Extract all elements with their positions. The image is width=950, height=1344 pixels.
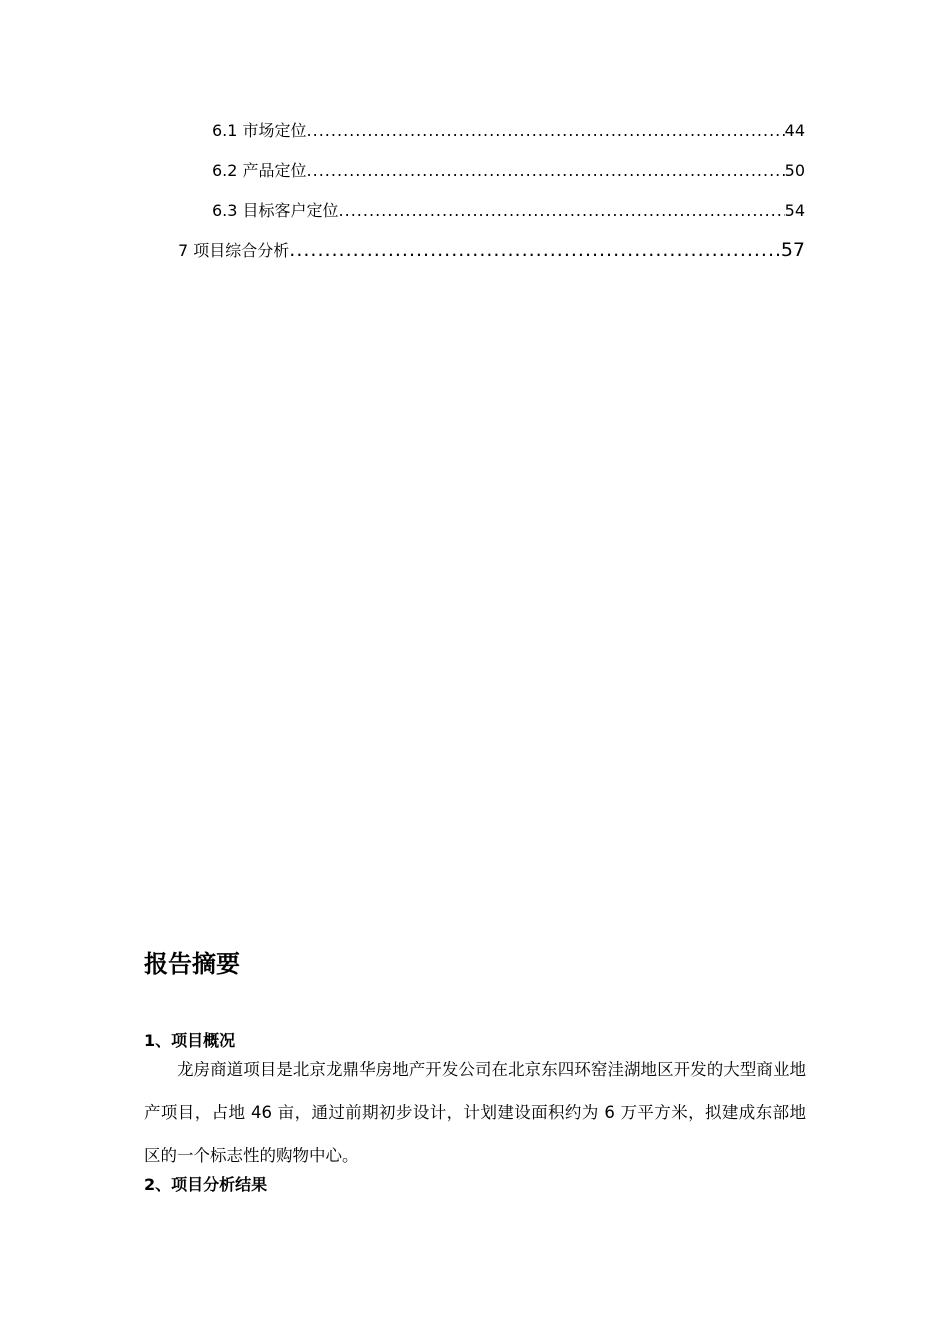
toc-entry-6-1[interactable] — [212, 118, 805, 141]
section-heading-overview: 1、项目概况 — [144, 1031, 236, 1050]
toc-entry-label: 7 项目综合分析 — [178, 241, 290, 260]
toc-leader-dots — [289, 239, 781, 261]
toc-entry-6-3[interactable] — [212, 198, 805, 221]
toc-page-number: 50 — [784, 161, 805, 180]
toc-entry-label: 6.3 目标客户定位 — [212, 201, 339, 220]
toc-entry-label: 6.1 市场定位 — [212, 121, 307, 140]
toc-page-number: 54 — [784, 201, 805, 220]
toc-entry-6-2[interactable] — [212, 158, 805, 181]
section-heading-results: 2、项目分析结果 — [144, 1175, 268, 1194]
toc-leader-dots — [339, 201, 785, 220]
toc-leader-dots — [307, 121, 785, 140]
toc-page-number: 44 — [784, 121, 805, 140]
summary-title: 报告摘要 — [144, 950, 240, 978]
toc-page-number: 57 — [780, 239, 805, 261]
section-overview-text: 龙房商道项目是北京龙鼎华房地产开发公司在北京东四环窑洼湖地区开发的大型商业地产项目，占地 46 亩，通过前期初步设计，计划建设面积约为 6 万平方米，拟建成东部地区的一个标志性的购物中心。 — [144, 1060, 806, 1165]
toc-leader-dots — [307, 161, 785, 180]
toc-entry-7[interactable] — [178, 238, 805, 261]
toc-entry-label: 6.2 产品定位 — [212, 161, 307, 180]
